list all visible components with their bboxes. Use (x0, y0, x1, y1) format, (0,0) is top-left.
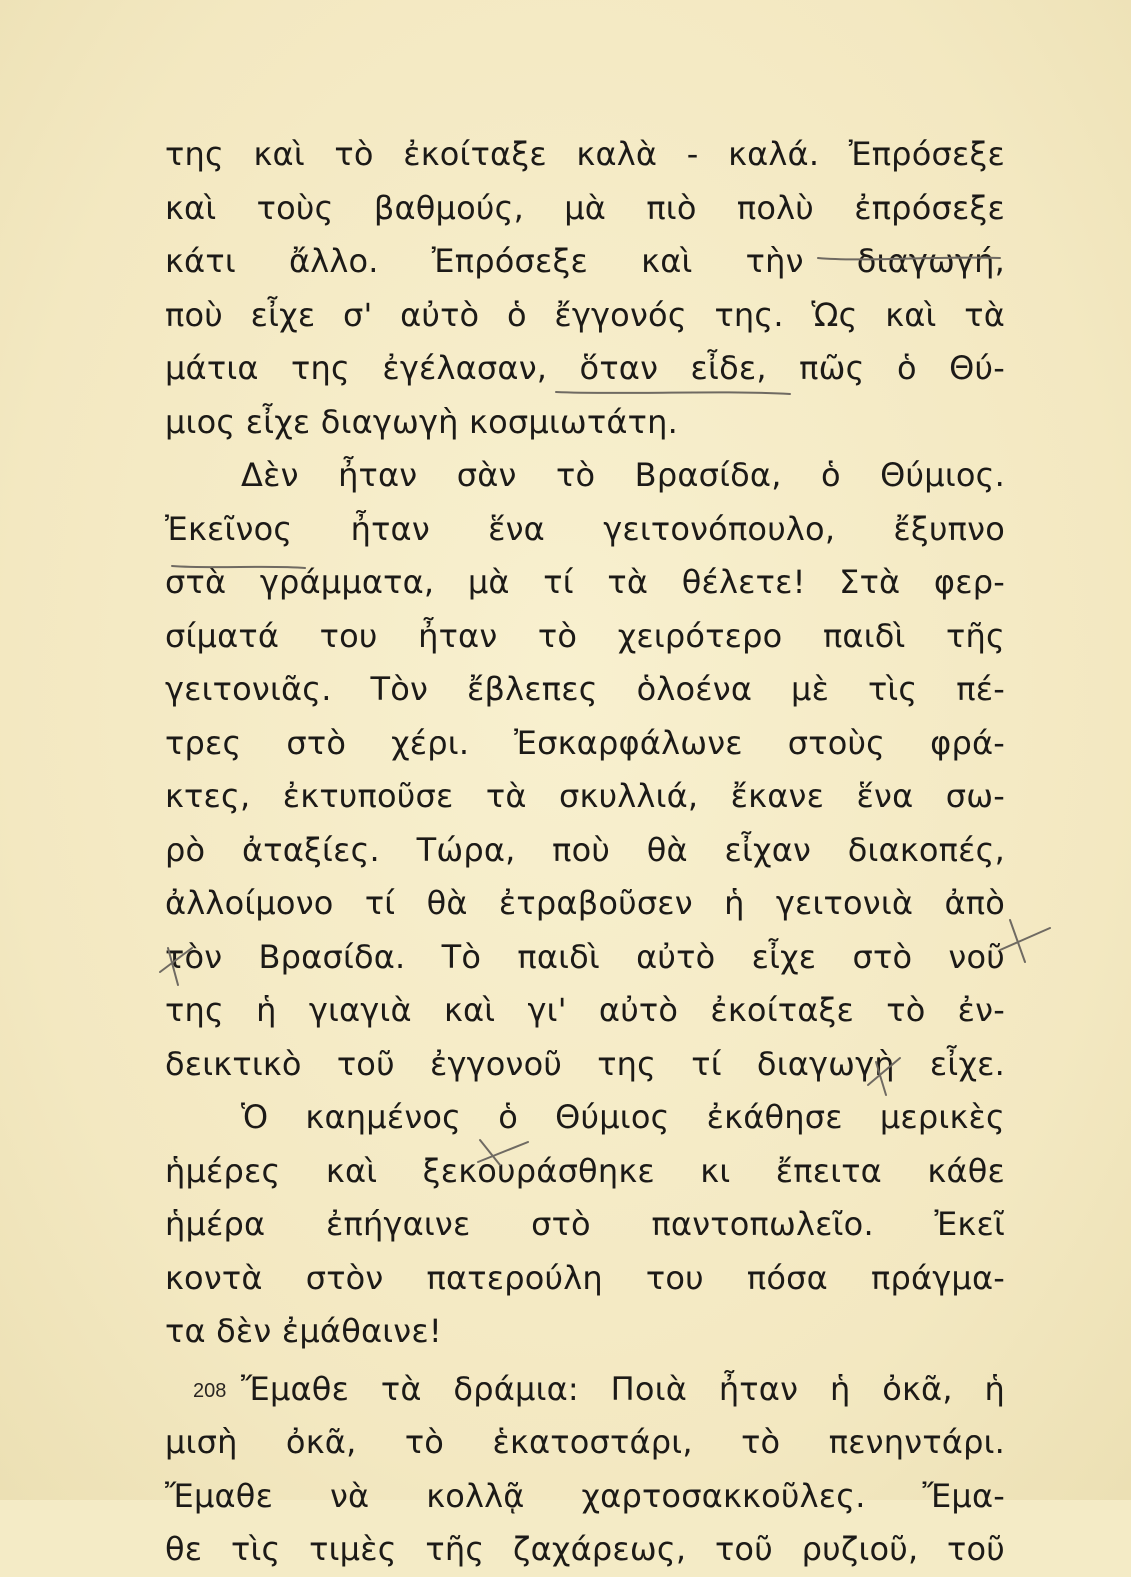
text-line-10: σίματά του ἦταν τὸ χειρότερο παιδὶ τῆς (165, 616, 1005, 655)
body-text (165, 128, 1005, 1577)
text-line-21: ἡμέρα ἐπήγαινε στὸ παντοπωλεῖο. Ἐκεῖ (165, 1205, 1005, 1243)
text-line-2: καὶ τοὺς βαθμούς, μὰ πιὸ πολὺ ἐπρόσεξε (165, 188, 1005, 227)
text-line-23: τα δὲν ἐμάθαινε! (165, 1312, 442, 1350)
text-line-14: ρὸ ἀταξίες. Τώρα, ποὺ θὰ εἶχαν διακοπές, (165, 830, 1005, 869)
text-line-4: ποὺ εἶχε σ' αὐτὸ ὁ ἔγγονός της. Ὡς καὶ τὰ (165, 295, 1005, 334)
text-line-26: Ἔμαθε νὰ κολλᾷ χαρτοσακκοῦλες. Ἔμα- (165, 1476, 1005, 1515)
text-line-16: τὸν Βρασίδα. Τὸ παιδὶ αὐτὸ εἶχε στὸ νοῦ (165, 937, 1005, 976)
text-line-1: της καὶ τὸ ἐκοίταξε καλὰ - καλά. Ἐπρόσεξε (165, 135, 1005, 173)
text-line-17: της ἡ γιαγιὰ καὶ γι' αὐτὸ ἐκοίταξε τὸ ἐν- (165, 991, 1005, 1029)
text-line-15: ἀλλοίμονο τί θὰ ἐτραβοῦσεν ἡ γειτονιὰ ἀπὸ (165, 884, 1005, 922)
text-line-18: δεικτικὸ τοῦ ἐγγονοῦ της τί διαγωγὴ εἶχε. (165, 1044, 1005, 1083)
text-line-24: Ἔμαθε τὰ δράμια: Ποιὰ ἦταν ἡ ὀκᾶ, ἡ (241, 1369, 1005, 1408)
text-line-3: κάτι ἄλλο. Ἐπρόσεξε καὶ τὴν διαγωγή, (165, 242, 1005, 280)
text-line-22: κοντὰ στὸν πατερούλη του πόσα πράγμα- (165, 1258, 1005, 1297)
text-line-25: μισὴ ὀκᾶ, τὸ ἑκατοστάρι, τὸ πενηντάρι. (165, 1423, 1005, 1461)
text-line-8: Ἐκεῖνος ἦταν ἕνα γειτονόπουλο, ἔξυπνο (165, 509, 1005, 548)
text-line-9: στὰ γράμματα, μὰ τί τὰ θέλετε! Στὰ φερ- (165, 563, 1005, 601)
text-line-20: ἡμέρες καὶ ξεκουράσθηκε κι ἔπειτα κάθε (165, 1151, 1005, 1190)
text-line-11: γειτονιᾶς. Τὸν ἔβλεπες ὁλοένα μὲ τὶς πέ- (165, 670, 1005, 708)
text-line-12: τρες στὸ χέρι. Ἐσκαρφάλωνε στοὺς φρά- (165, 723, 1005, 762)
page-number: 208 (193, 1380, 227, 1402)
text-line-27: θε τὶς τιμὲς τῆς ζαχάρεως, τοῦ ρυζιοῦ, τοῦ (165, 1530, 1005, 1568)
text-line-6: μιος εἶχε διαγωγὴ κοσμιωτάτη. (165, 402, 679, 441)
text-line-19: Ὁ καημένος ὁ Θύμιος ἐκάθησε μερικὲς (241, 1098, 1005, 1136)
text-line-5: μάτια της ἐγέλασαν, ὅταν εἶδε, πῶς ὁ Θύ- (165, 349, 1005, 387)
text-line-7: Δὲν ἦταν σὰν τὸ Βρασίδα, ὁ Θύμιος. (241, 456, 1005, 494)
text-line-13: κτες, ἐκτυποῦσε τὰ σκυλλιά, ἔκανε ἕνα σω- (165, 777, 1005, 815)
pencil-x-mark (1000, 920, 1050, 962)
